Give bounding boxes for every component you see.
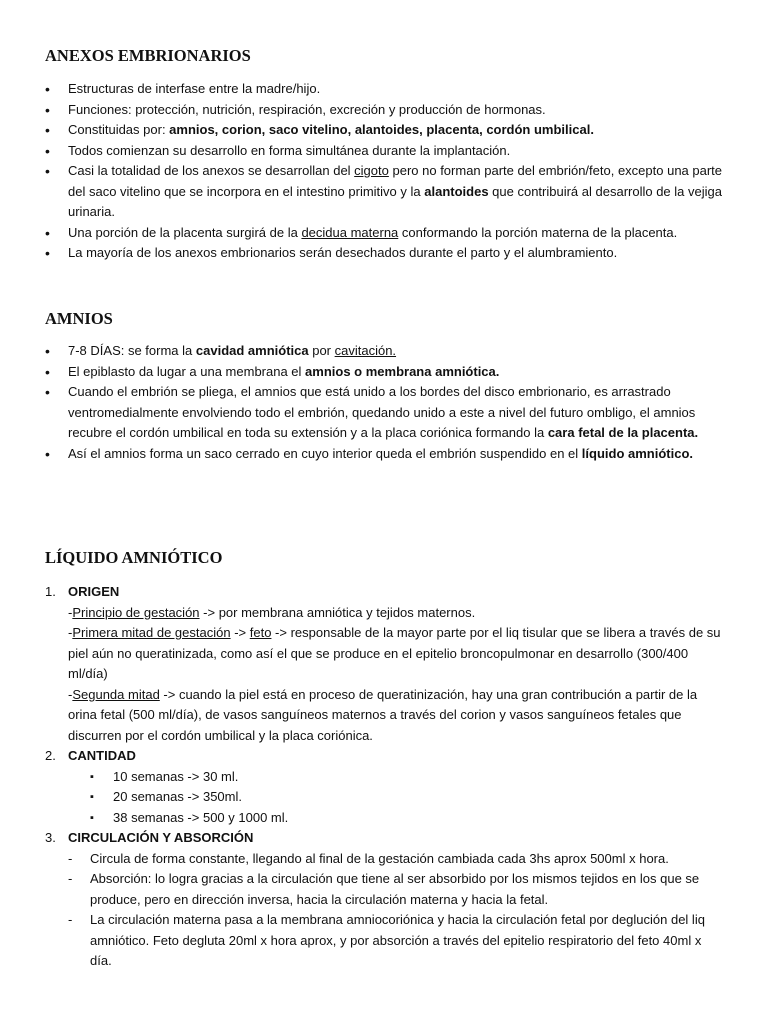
list-item: ▪ 38 semanas -> 500 y 1000 ml. bbox=[68, 808, 725, 829]
section-title-liquido: LÍQUIDO AMNIÓTICO bbox=[45, 548, 223, 567]
cantidad-sublist bbox=[68, 767, 725, 829]
list-item: • Una porción de la placenta surgirá de la decidua materna conformando la porción materna de la placenta. bbox=[45, 223, 725, 244]
list-item: • Constituidas por: amnios, corion, saco vitelino, alantoides, placenta, cordón umbilical. bbox=[45, 120, 725, 141]
list-item: - Absorción: lo logra gracias a la circulación que tiene al ser absorbido por los mismos tejidos en los que se produce, pero en dirección inversa, hacia la circulación materna y hacia la fetal. bbox=[68, 869, 725, 910]
amnios-list bbox=[45, 341, 725, 464]
list-item: • La mayoría de los anexos embrionarios serán desechados durante el parto y el alumbramiento. bbox=[45, 243, 725, 264]
list-item: - La circulación materna pasa a la membrana amniocoriónica y hacia la circulación fetal por deglución del liq amniótico. Feto degluta 20ml x hora aprox, y por absorción a través del epitelio respiratorio del feto 40ml x día. bbox=[68, 910, 725, 972]
list-item: • Todos comienzan su desarrollo en forma simultánea durante la implantación. bbox=[45, 141, 725, 162]
list-item: • Funciones: protección, nutrición, respiración, excreción y producción de hormonas. bbox=[45, 100, 725, 121]
list-item: • Cuando el embrión se pliega, el amnios que está unido a los bordes del disco embrionario, es arrastrado ventromedialmente envolviendo todo el embrión, quedando unido a este a nivel del futuro ombligo, el amnios recubre el cordón umbilical en toda su extensión y a la placa coriónica formando la cara fetal de la placenta. bbox=[45, 382, 725, 444]
list-item: • Así el amnios forma un saco cerrado en cuyo interior queda el embrión suspendido en el líquido amniótico. bbox=[45, 444, 725, 465]
section-title-anexos: ANEXOS EMBRIONARIOS bbox=[45, 46, 251, 65]
liquido-numbered-list bbox=[45, 582, 725, 972]
anexos-list bbox=[45, 79, 725, 264]
circulacion-sublist bbox=[68, 849, 725, 972]
section-title-amnios: AMNIOS bbox=[45, 309, 113, 328]
list-item-circulacion: 3. CIRCULACIÓN Y ABSORCIÓN - Circula de forma constante, llegando al final de la gestación cambiada cada 3hs aprox 500ml x hora. - Absorción: lo logra gracias a la circulación que tiene al ser absorbido por los mismos tejidos en los que se produce, pero en dirección inversa, hacia la circulación materna y hacia la fetal. - La circulación materna pasa a la membrana amniocoriónica y hacia la circulación fetal por deglución del liq amniótico. Feto degluta 20ml x hora aprox, y por absorción a través del epitelio respiratorio del feto 40ml x día. bbox=[45, 828, 725, 972]
list-item: • El epiblasto da lugar a una membrana el amnios o membrana amniótica. bbox=[45, 362, 725, 383]
list-item-origen: 1. ORIGEN -Principio de gestación -> por membrana amniótica y tejidos maternos. -Primera mitad de gestación -> feto -> responsable de la mayor parte por el liq tisular que se libera a través de su piel aún no queratinizada, como así el que se produce en el epitelio broncopulmonar en desarrollo (300/400 ml/día) -Segunda mitad -> cuando la piel está en proceso de queratinización, hay una gran contribución a partir de la orina fetal (500 ml/día), de vasos sanguíneos maternos a través del corion y vasos sanguíneos fetales que discurren por el cordón umbilical y la placa coriónica. bbox=[45, 584, 721, 743]
list-item: ▪ 10 semanas -> 30 ml. bbox=[68, 767, 725, 788]
list-item: • Casi la totalidad de los anexos se desarrollan del cigoto pero no forman parte del embrión/feto, excepto una parte del saco vitelino que se incorpora en el intestino primitivo y la alantoides que contribuirá al desarrollo de la vejiga urinaria. bbox=[45, 161, 725, 223]
list-item-cantidad: 2. CANTIDAD ▪ 10 semanas -> 30 ml. ▪ 20 semanas -> 350ml. ▪ 38 semanas -> 500 y 1000 ml. bbox=[45, 746, 725, 828]
list-item: • Estructuras de interfase entre la madre/hijo. bbox=[45, 79, 725, 100]
list-item: ▪ 20 semanas -> 350ml. bbox=[68, 787, 725, 808]
list-item: • 7-8 DÍAS: se forma la cavidad amniótica por cavitación. bbox=[45, 341, 725, 362]
list-item: - Circula de forma constante, llegando al final de la gestación cambiada cada 3hs aprox 500ml x hora. bbox=[68, 849, 725, 870]
